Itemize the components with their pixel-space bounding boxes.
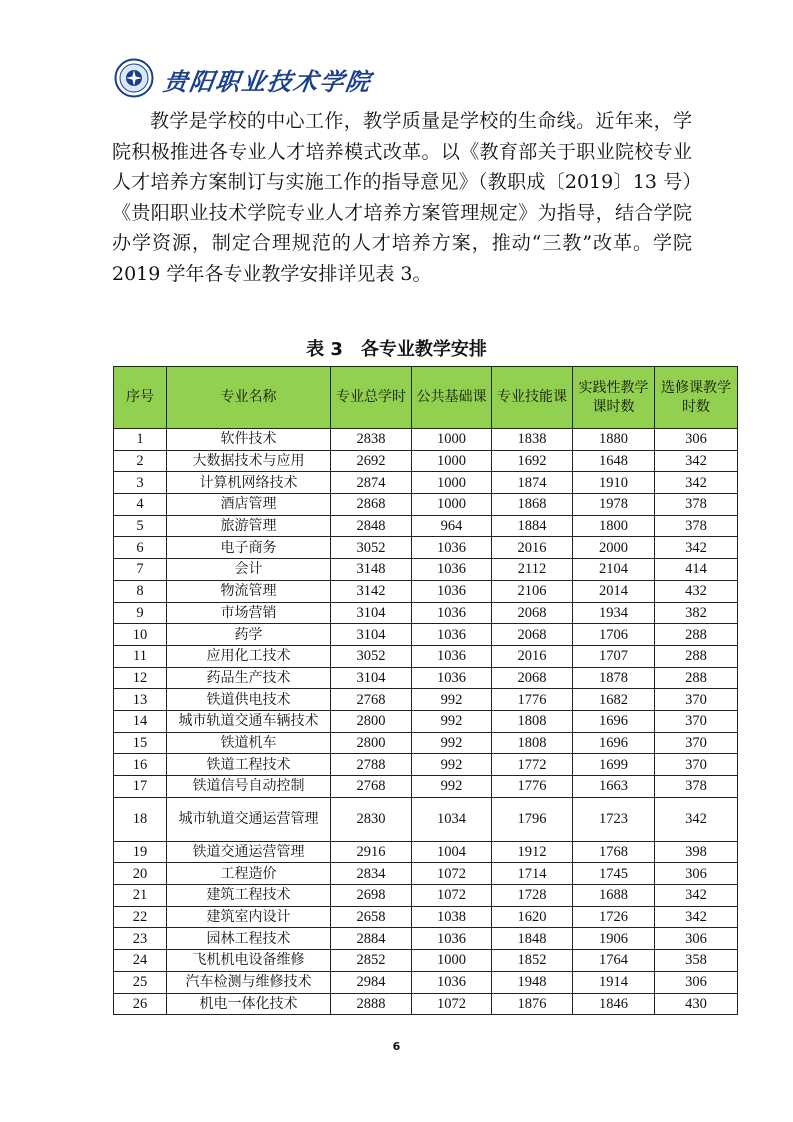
table-cell: 1723: [573, 797, 655, 841]
table-title-text: 各专业教学安排: [360, 339, 487, 360]
table-cell: 1000: [412, 950, 492, 972]
table-cell: 2068: [492, 624, 573, 646]
major-name-cell: 铁道交通运营管理: [167, 841, 331, 863]
major-name-cell: 电子商务: [167, 537, 331, 559]
major-name-cell: 药品生产技术: [167, 667, 331, 689]
major-name-cell: 汽车检测与维修技术: [167, 971, 331, 993]
table-row: [114, 754, 738, 776]
table-cell: 2834: [331, 863, 412, 885]
table-cell: 2: [114, 450, 167, 472]
table-cell: 992: [412, 689, 492, 711]
table-row: [114, 950, 738, 972]
table-cell: 992: [412, 732, 492, 754]
table-cell: 306: [655, 863, 738, 885]
table-title: [0, 335, 793, 361]
table-cell: 370: [655, 710, 738, 732]
major-name-cell: 铁道信号自动控制: [167, 776, 331, 798]
header-cell: 序号: [114, 367, 167, 429]
major-name-cell: 飞机机电设备维修: [167, 950, 331, 972]
table-cell: 14: [114, 710, 167, 732]
table-cell: 2692: [331, 450, 412, 472]
table-cell: 1699: [573, 754, 655, 776]
table-cell: 12: [114, 667, 167, 689]
table-row: [114, 841, 738, 863]
table-row: [114, 928, 738, 950]
table-cell: 964: [412, 515, 492, 537]
table-cell: 1934: [573, 602, 655, 624]
major-name-cell: 机电一体化技术: [167, 993, 331, 1015]
table-cell: 1072: [412, 863, 492, 885]
table-cell: 1848: [492, 928, 573, 950]
table-cell: 1000: [412, 472, 492, 494]
table-row: [114, 689, 738, 711]
table-cell: 10: [114, 624, 167, 646]
table-cell: 306: [655, 971, 738, 993]
table-cell: 2852: [331, 950, 412, 972]
table-cell: 2658: [331, 906, 412, 928]
table-cell: 23: [114, 928, 167, 950]
table-cell: 992: [412, 754, 492, 776]
table-cell: 2106: [492, 580, 573, 602]
table-row: [114, 885, 738, 907]
table-cell: 1796: [492, 797, 573, 841]
table-cell: 2768: [331, 689, 412, 711]
table-cell: 3052: [331, 645, 412, 667]
table-cell: 17: [114, 776, 167, 798]
major-name-cell: 药学: [167, 624, 331, 646]
table-cell: 2848: [331, 515, 412, 537]
major-name-cell: 铁道工程技术: [167, 754, 331, 776]
school-name: 贵阳职业技术学院: [161, 67, 374, 96]
table-row: [114, 429, 738, 451]
table-cell: 1978: [573, 494, 655, 516]
table-row: [114, 710, 738, 732]
major-name-cell: 城市轨道交通车辆技术: [167, 710, 331, 732]
table-cell: 1707: [573, 645, 655, 667]
table-cell: 1728: [492, 885, 573, 907]
table-cell: 1846: [573, 993, 655, 1015]
major-name-cell: 计算机网络技术: [167, 472, 331, 494]
table-cell: 342: [655, 450, 738, 472]
table-cell: 288: [655, 645, 738, 667]
table-row: [114, 645, 738, 667]
major-name-cell: 软件技术: [167, 429, 331, 451]
table-cell: 2016: [492, 645, 573, 667]
table-cell: 1808: [492, 732, 573, 754]
table-cell: 3142: [331, 580, 412, 602]
table-cell: 2016: [492, 537, 573, 559]
header-cell: 专业技能课: [492, 367, 573, 429]
table-cell: 370: [655, 754, 738, 776]
table-cell: 1036: [412, 928, 492, 950]
table-cell: 1800: [573, 515, 655, 537]
table-cell: 2888: [331, 993, 412, 1015]
table-cell: 306: [655, 928, 738, 950]
intro-text: 教学是学校的中心工作，教学质量是学校的生命线。近年来，学院积极推进各专业人才培养模式改革。以《教育部关于职业院校专业人才培养方案制订与实施工作的指导意见》（教职成〔2019〕13 号）《贵阳职业技术学院专业人才培养方案管理规定》为指导，结合学院办学资源，制定合理规范的人才培养方案，推动“三教”改革。学院 2019 学年各专业教学安排详见表 3。: [112, 110, 692, 285]
table-row: [114, 494, 738, 516]
table-cell: 24: [114, 950, 167, 972]
major-name-cell: 大数据技术与应用: [167, 450, 331, 472]
table-cell: 4: [114, 494, 167, 516]
header-cell: 专业名称: [167, 367, 331, 429]
table-cell: 2112: [492, 559, 573, 581]
table-cell: 1004: [412, 841, 492, 863]
table-cell: 1072: [412, 993, 492, 1015]
table-title-number: 表 3: [306, 339, 343, 360]
table-cell: 2104: [573, 559, 655, 581]
table-cell: 1776: [492, 689, 573, 711]
table-cell: 11: [114, 645, 167, 667]
table-cell: 1880: [573, 429, 655, 451]
table-cell: 2788: [331, 754, 412, 776]
major-name-cell: 酒店管理: [167, 494, 331, 516]
table-cell: 342: [655, 885, 738, 907]
intro-paragraph: [112, 106, 692, 290]
table-cell: 1696: [573, 732, 655, 754]
table-cell: 2884: [331, 928, 412, 950]
table-cell: 1036: [412, 971, 492, 993]
page-header: [112, 58, 402, 98]
table-cell: 19: [114, 841, 167, 863]
table-row: [114, 906, 738, 928]
table-cell: 1663: [573, 776, 655, 798]
table-cell: 1764: [573, 950, 655, 972]
table-cell: 1852: [492, 950, 573, 972]
table-cell: 15: [114, 732, 167, 754]
table-cell: 1726: [573, 906, 655, 928]
table-cell: 13: [114, 689, 167, 711]
table-cell: 2014: [573, 580, 655, 602]
table-cell: 288: [655, 667, 738, 689]
table-row: [114, 863, 738, 885]
table-cell: 1688: [573, 885, 655, 907]
table-cell: 1714: [492, 863, 573, 885]
table-cell: 1745: [573, 863, 655, 885]
table-cell: 25: [114, 971, 167, 993]
table-cell: 370: [655, 732, 738, 754]
table-cell: 378: [655, 515, 738, 537]
table-cell: 2698: [331, 885, 412, 907]
table-cell: 2000: [573, 537, 655, 559]
table-cell: 1000: [412, 450, 492, 472]
table-cell: 3: [114, 472, 167, 494]
table-cell: 16: [114, 754, 167, 776]
table-cell: 1696: [573, 710, 655, 732]
table-cell: 288: [655, 624, 738, 646]
table-cell: 2800: [331, 732, 412, 754]
table-cell: 1884: [492, 515, 573, 537]
table-cell: 1914: [573, 971, 655, 993]
header-cell: 公共基础课: [412, 367, 492, 429]
table-row: [114, 580, 738, 602]
table-cell: 2838: [331, 429, 412, 451]
table-cell: 1912: [492, 841, 573, 863]
table-row: [114, 537, 738, 559]
table-cell: 20: [114, 863, 167, 885]
table-cell: 1000: [412, 494, 492, 516]
table-cell: 1036: [412, 667, 492, 689]
header-cell: 实践性教学课时数: [573, 367, 655, 429]
table-cell: 414: [655, 559, 738, 581]
table-cell: 1768: [573, 841, 655, 863]
table-cell: 1036: [412, 645, 492, 667]
table-cell: 1648: [573, 450, 655, 472]
table-cell: 8: [114, 580, 167, 602]
table-row: [114, 776, 738, 798]
table-cell: 7: [114, 559, 167, 581]
table-cell: 430: [655, 993, 738, 1015]
table-cell: 2916: [331, 841, 412, 863]
header-cell: 选修课教学时数: [655, 367, 738, 429]
table-cell: 1034: [412, 797, 492, 841]
major-name-cell: 城市轨道交通运营管理: [167, 797, 331, 841]
table-cell: 22: [114, 906, 167, 928]
table-cell: 342: [655, 537, 738, 559]
table-cell: 1072: [412, 885, 492, 907]
table-row: [114, 667, 738, 689]
table-cell: 370: [655, 689, 738, 711]
table-cell: 992: [412, 710, 492, 732]
table-cell: 1776: [492, 776, 573, 798]
table-row: [114, 602, 738, 624]
table-cell: 382: [655, 602, 738, 624]
table-cell: 1620: [492, 906, 573, 928]
table-row: [114, 993, 738, 1015]
table-row: [114, 450, 738, 472]
table-cell: 1948: [492, 971, 573, 993]
table-cell: 18: [114, 797, 167, 841]
table-cell: 9: [114, 602, 167, 624]
table-cell: 1: [114, 429, 167, 451]
table-cell: 358: [655, 950, 738, 972]
table-row: [114, 559, 738, 581]
table-cell: 1036: [412, 602, 492, 624]
table-cell: 306: [655, 429, 738, 451]
table-cell: 342: [655, 472, 738, 494]
teaching-schedule-table: [113, 366, 738, 1015]
table-row: [114, 472, 738, 494]
table-cell: 378: [655, 494, 738, 516]
major-name-cell: 工程造价: [167, 863, 331, 885]
table-cell: 2068: [492, 602, 573, 624]
major-name-cell: 铁道供电技术: [167, 689, 331, 711]
table-cell: 1036: [412, 580, 492, 602]
table-cell: 1906: [573, 928, 655, 950]
page-number: 6: [392, 1040, 401, 1053]
table-cell: 1868: [492, 494, 573, 516]
table-cell: 1878: [573, 667, 655, 689]
table-cell: 378: [655, 776, 738, 798]
major-name-cell: 市场营销: [167, 602, 331, 624]
table-cell: 1910: [573, 472, 655, 494]
table-row: [114, 515, 738, 537]
table-cell: 1692: [492, 450, 573, 472]
table-body: [114, 429, 738, 1015]
table-cell: 1036: [412, 559, 492, 581]
table-cell: 3104: [331, 667, 412, 689]
table-row: [114, 797, 738, 841]
table-cell: 432: [655, 580, 738, 602]
table-cell: 26: [114, 993, 167, 1015]
table-cell: 2800: [331, 710, 412, 732]
table-cell: 3104: [331, 602, 412, 624]
major-name-cell: 园林工程技术: [167, 928, 331, 950]
table-cell: 2868: [331, 494, 412, 516]
table-cell: 1682: [573, 689, 655, 711]
major-name-cell: 建筑工程技术: [167, 885, 331, 907]
table-cell: 1036: [412, 624, 492, 646]
table-header-row: [114, 367, 738, 429]
table-cell: 1036: [412, 537, 492, 559]
major-name-cell: 旅游管理: [167, 515, 331, 537]
table-cell: 1874: [492, 472, 573, 494]
table-row: [114, 624, 738, 646]
major-name-cell: 会计: [167, 559, 331, 581]
table-cell: 1000: [412, 429, 492, 451]
table-cell: 342: [655, 906, 738, 928]
table-cell: 398: [655, 841, 738, 863]
major-name-cell: 应用化工技术: [167, 645, 331, 667]
table-row: [114, 971, 738, 993]
school-logo-icon: [112, 58, 156, 98]
table-cell: 3104: [331, 624, 412, 646]
table-cell: 6: [114, 537, 167, 559]
table-cell: 342: [655, 797, 738, 841]
table-cell: 2984: [331, 971, 412, 993]
major-name-cell: 铁道机车: [167, 732, 331, 754]
table-cell: 2874: [331, 472, 412, 494]
table-cell: 21: [114, 885, 167, 907]
table-cell: 1838: [492, 429, 573, 451]
table-cell: 2768: [331, 776, 412, 798]
table-row: [114, 732, 738, 754]
table-cell: 1706: [573, 624, 655, 646]
table-cell: 1038: [412, 906, 492, 928]
table-cell: 1772: [492, 754, 573, 776]
major-name-cell: 物流管理: [167, 580, 331, 602]
table-cell: 992: [412, 776, 492, 798]
table-cell: 2068: [492, 667, 573, 689]
table-cell: 5: [114, 515, 167, 537]
table-cell: 3148: [331, 559, 412, 581]
header-cell: 专业总学时: [331, 367, 412, 429]
major-name-cell: 建筑室内设计: [167, 906, 331, 928]
table-cell: 2830: [331, 797, 412, 841]
table-cell: 1876: [492, 993, 573, 1015]
table-cell: 3052: [331, 537, 412, 559]
table-cell: 1808: [492, 710, 573, 732]
